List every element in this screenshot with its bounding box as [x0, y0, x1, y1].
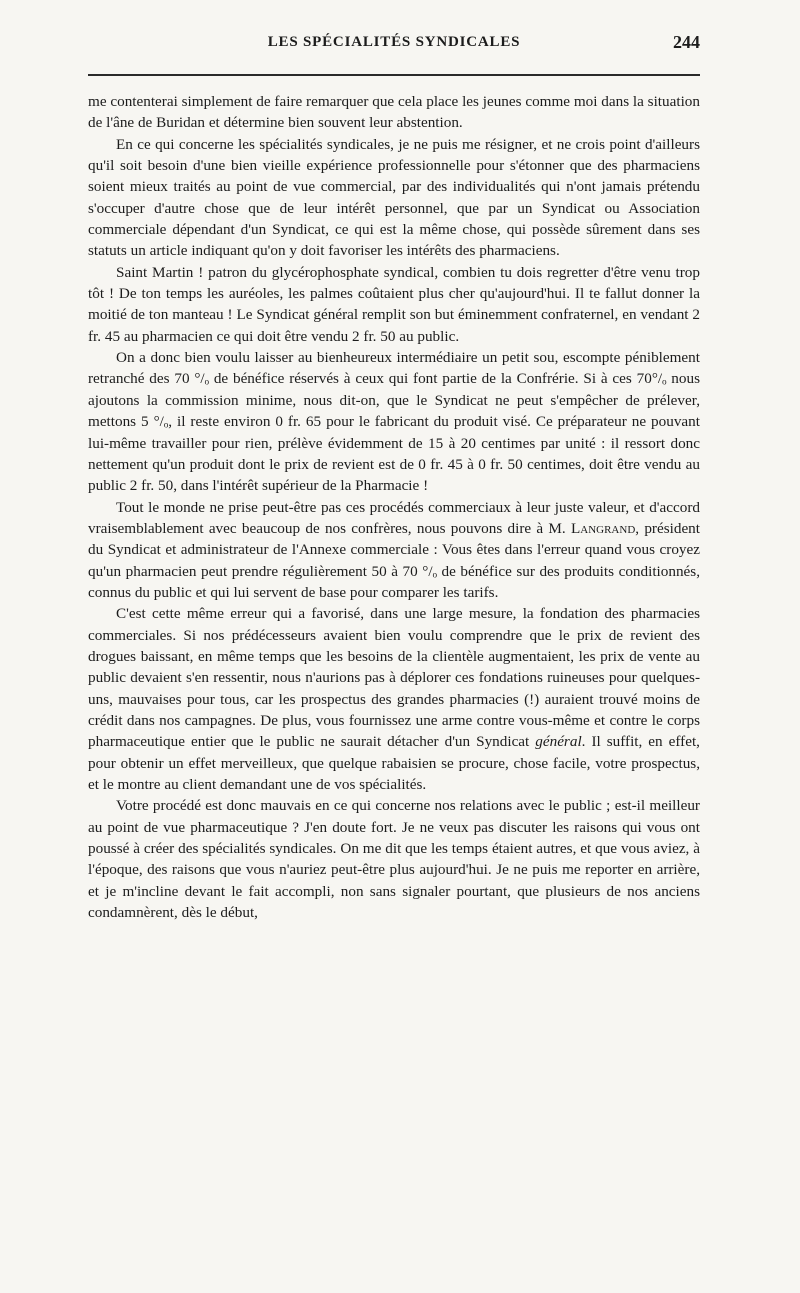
paragraph-4: On a donc bien voulu laisser au bienheureux intermédiaire un petit sou, escompte péniblement retranché des 70 °/ₒ de bénéfice réservés à ceux qui font partie de la Confrérie. Si à ces 70°/ₒ nous ajoutons la commission minime, nous dit-on, que le Syndicat ne peut s'empêcher de prélever, mettons 5 °/ₒ, il reste environ 0 fr. 65 pour le fabricant du produit visé. Ce préparateur ne pouvant lui-même travailler pour rien, prélève évidemment de 15 à 20 centimes par unité : il ressort donc nettement qu'un produit dont le prix de revient est de 0 fr. 45 à 0 fr. 50 centimes, doit être vendu au public 2 fr. 50, dans l'intérêt supérieur de la Pharmacie !: [88, 349, 700, 495]
body-text: [88, 91, 700, 923]
paragraph-6: [88, 603, 700, 795]
running-title: LES SPÉCIALITÉS SYNDICALES: [267, 34, 521, 50]
book-page: [88, 34, 700, 923]
italic-word: général: [535, 733, 582, 751]
paragraph-1: me contenterai simplement de faire remarquer que cela place les jeunes comme moi dans la situation de l'âne de Buridan et détermine bien souvent leur abstention.: [88, 93, 700, 132]
person-name: Langrand: [570, 519, 636, 537]
paragraph-5: [88, 497, 700, 604]
paragraph-6-end: . Il suffit, en effet, pour obtenir un effet merveilleux, que quelque rabaisien se procure, chose facile, votre prospectus, et le montre au client demandant une de vos spécialités.: [88, 733, 700, 793]
paragraph-3: Saint Martin ! patron du glycérophosphate syndical, combien tu dois regretter d'être venu trop tôt ! De ton temps les auréoles, les palmes coûtaient plus cher qu'aujourd'hui. Il te fallut donner la moitié de ton manteau ! Le Syndicat général remplit son but éminemment confraternel, en vendant 2 fr. 45 au pharmacien ce qui doit être vendu 2 fr. 50 au public.: [88, 263, 700, 345]
paragraph-7: Votre procédé est donc mauvais en ce qui concerne nos relations avec le public ; est-il meilleur au point de vue pharmaceutique ? J'en doute fort. Je ne veux pas discuter les raisons qui vous ont poussé à créer des spécialités syndicales. On me dit que les temps étaient autres, et que vous aviez, à l'époque, des raisons que vous n'auriez peut-être plus aujourd'hui. Je ne puis me reporter en arrière, et je m'incline devant le fait accompli, non sans signaler pourtant, que plusieurs de nos anciens condamnèrent, dès le début,: [88, 797, 700, 922]
page-number: 244: [673, 32, 700, 52]
page-header: [88, 34, 700, 58]
header-rule: [88, 74, 700, 76]
paragraph-5-start: Tout le monde ne prise peut-être pas ces procédés commerciaux à leur juste valeur, et d'accord vraisemblablement avec beaucoup de nos confrères, nous pouvons dire à M.: [88, 498, 700, 537]
paragraph-6-start: C'est cette même erreur qui a favorisé, dans une large mesure, la fondation des pharmacies commerciales. Si nos prédécesseurs avaient bien voulu comprendre que le prix de revient des drogues baissant, en même temps que les besoins de la clientèle augmentaient, les prix de vente au public devaient s'en ressentir, nous n'aurions pas à déplorer ces fondations ruineuses pour quelques-uns, mauvaises pour tous, car les prospectus des grandes pharmacies (!) auraient trouvé moins de crédit dans nos campagnes. De plus, vous fournissez une arme contre vous-même et contre le corps pharmaceutique entier que le public ne saurait détacher d'un Syndicat: [88, 605, 700, 751]
paragraph-2: En ce qui concerne les spécialités syndicales, je ne puis me résigner, et ne crois point d'ailleurs qu'il soit besoin d'une bien vieille expérience professionnelle pour s'étonner que des pharmaciens soient mieux traités au point de vue commercial, par des individualités qui n'ont jamais prétendu s'occuper d'autre chose que de leur intérêt personnel, que par un Syndicat ou Association commerciale dépendant d'un Syndicat, ce qui est la même chose, qui possède sûrement dans ses statuts un article indiquant qu'on y doit favoriser les intérêts des pharmaciens.: [88, 135, 700, 260]
paragraph-5-end: , président du Syndicat et administrateur de l'Annexe commerciale : Vous êtes dans l'erreur quand vous croyez qu'un pharmacien peut prendre régulièrement 50 à 70 °/ₒ de bénéfice sur des produits conditionnés, connus du public et qui lui servent de base pour comparer les tarifs.: [88, 519, 700, 601]
